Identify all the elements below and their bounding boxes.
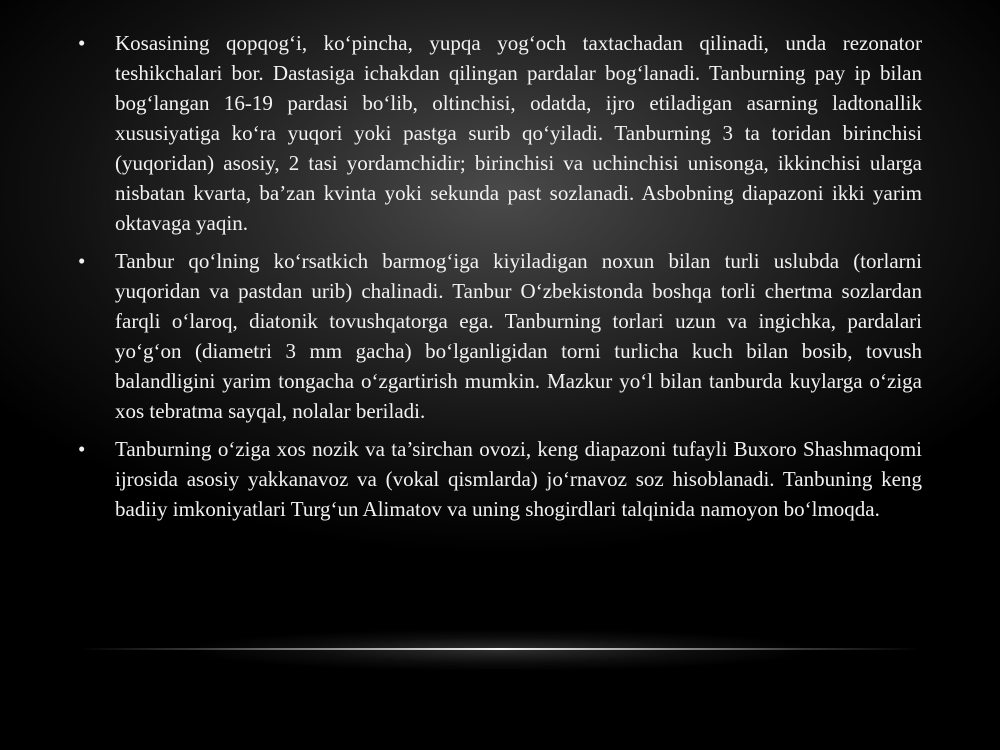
bullet-text: Kosasining qopqog‘i, ko‘pincha, yupqa yog‘och taxtachadan qilinadi, unda rezonator teshikchalari bor. Dastasiga ichakdan qilingan pardalar bog‘lanadi. Tanburning pay ip bilan bog‘langan 16-19 pardasi bo‘lib, oltinchisi, odatda, ijro etiladigan asarning ladtonallik xususiyatiga ko‘ra yuqori yoki pastga surib qo‘yiladi. Tanburning 3 ta toridan birinchisi (yuqoridan) asosiy, 2 tasi yordamchidir; birinchisi va uchinchisi unisonga, ikkinchisi ularga nisbatan kvarta, ba’zan kvinta yoki sekunda past sozlanadi. Asbobning diapazoni ikki yarim oktavaga yaqin. xyxy=(115,31,922,235)
divider-glow xyxy=(200,630,800,670)
bullet-text: Tanburning o‘ziga xos nozik va ta’sirchan ovozi, keng diapazoni tufayli Buxoro Shashmaqomi ijrosida asosiy yakkanavoz va (vokal qismlarda) jo‘rnavoz soz hisoblanadi. Tanbuning keng badiiy imkoniyatlari Turg‘un Alimatov va uning shogirdlari talqinida namoyon bo‘lmoqda. xyxy=(115,437,922,521)
bullet-item xyxy=(78,246,922,426)
bullet-text: Tanbur qo‘lning ko‘rsatkich barmog‘iga kiyiladigan noxun bilan turli uslubda (torlarni yuqoridan va pastdan urib) chalinadi. Tanbur O‘zbekistonda boshqa torli chertma sozlardan farqli o‘laroq, diatonik tovushqatorga ega. Tanburning torlari uzun va ingichka, pardalari yo‘g‘on (diametri 3 mm gacha) bo‘lganligidan torni turlicha kuch bilan bosib, tovush balandligini yarim tongacha o‘zgartirish mumkin. Mazkur yo‘l bilan tanburda kuylarga o‘ziga xos tebratma sayqal, nolalar beriladi. xyxy=(115,249,922,423)
bullet-icon: • xyxy=(78,31,86,55)
bullet-item xyxy=(78,28,922,238)
bullet-icon: • xyxy=(78,249,86,273)
divider-line xyxy=(80,648,920,650)
bullet-list xyxy=(78,28,922,532)
bullet-item xyxy=(78,434,922,524)
bullet-icon: • xyxy=(78,437,86,461)
